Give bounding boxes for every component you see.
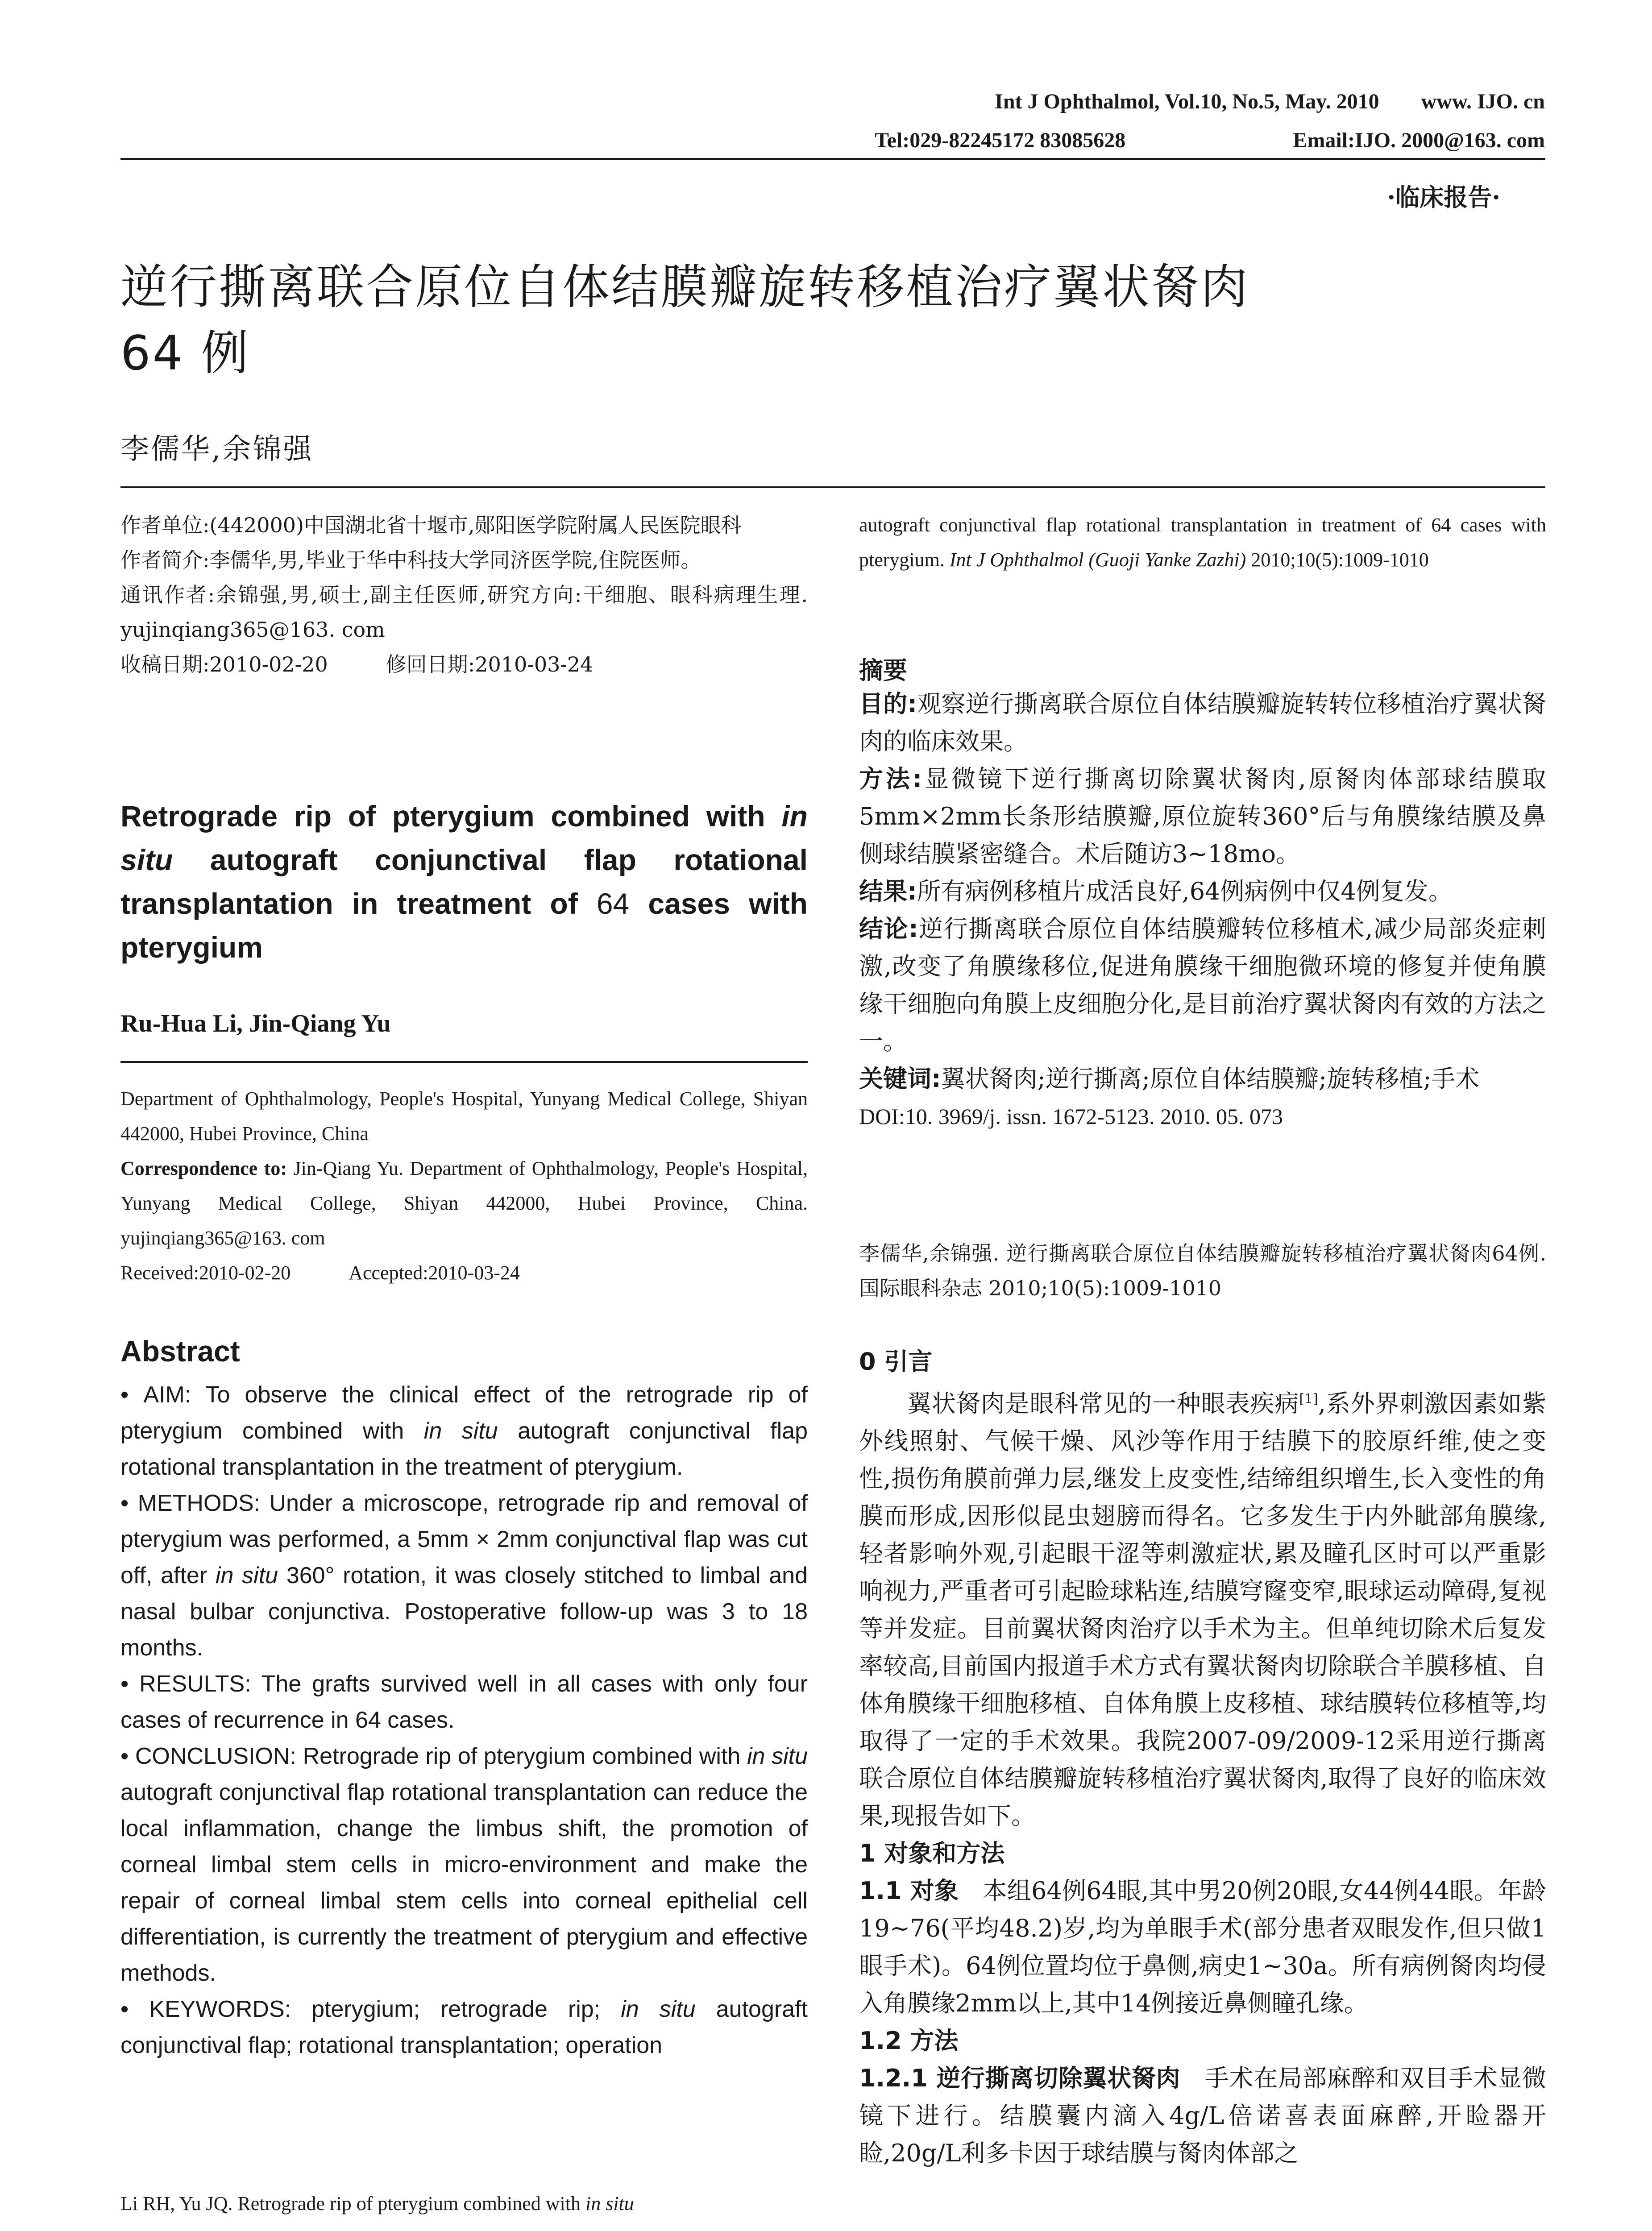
methods-italic: in situ (215, 1563, 278, 1588)
abstract-keywords (120, 1991, 808, 2064)
section-1-2-heading: 1.2 方法 (859, 2027, 959, 2055)
keywords-text-2: autograft conjunctival flap; rotational transplantation; operation (120, 1996, 808, 2058)
intro-ref: [1] (1299, 1391, 1318, 1407)
en-info-block (120, 1082, 808, 1290)
citation-en-right-2: 2010;10(5):1009-1010 (1246, 549, 1429, 571)
citation-en-right-1: autograft conjunctival flap rotational transplantation in treatment of 64 cases with pterygium. (859, 514, 1546, 571)
authors-en-rule (120, 1061, 808, 1063)
conclusion-italic: in situ (747, 1743, 808, 1769)
correspondence-en-label: Correspondence to: (120, 1157, 287, 1179)
citation-cn: 李儒华,余锦强. 逆行撕离联合原位自体结膜瓣旋转移植治疗翼状胬肉64例. 国际眼科杂志 2010;10(5):1009-1010 (859, 1241, 1546, 1300)
results-label: RESULTS: (139, 1671, 251, 1697)
abstract-methods (120, 1485, 808, 1666)
section-1-1 (859, 1872, 1546, 2022)
journal-citation (995, 89, 1545, 114)
title-line-1: 逆行撕离联合原位自体结膜瓣旋转移植治疗翼状胬肉 (120, 260, 1249, 315)
journal-tel: Tel:029-82245172 83085628 (875, 129, 1126, 152)
affiliation-cn: 作者单位:(442000)中国湖北省十堰市,郧阳医学院附属人民医院眼科 (120, 513, 742, 537)
abstract-cn (859, 685, 1546, 1135)
methods-cn-label: 方法: (859, 765, 922, 793)
conclusion-cn-text: 逆行撕离联合原位自体结膜瓣转位移植术,减少局部炎症刺激,改变了角膜缘移位,促进角膜缘干细胞微环境的修复并使角膜缘干细胞向角膜上皮细胞分化,是目前治疗翼状胬肉有效的方法之一。 (859, 915, 1546, 1055)
citation-en-left-italic: in situ (585, 2193, 634, 2214)
journal-email: Email:IJO. 2000@163. com (1293, 129, 1545, 152)
citation-en-start (120, 2186, 808, 2221)
left-info-block (120, 508, 808, 682)
article-title-cn (120, 254, 1548, 386)
results-cn-label: 结果: (859, 877, 917, 905)
title-en-part-1: Retrograde rip of pterygium combined with (120, 800, 782, 833)
journal-email-wrap (1293, 128, 1545, 153)
abstract-aim (120, 1377, 808, 1485)
journal-website: www. IJO. cn (1421, 90, 1545, 113)
intro-heading: 0 引言 (859, 1348, 933, 1376)
conclusion-text-1: Retrograde rip of pterygium combined with (296, 1743, 747, 1769)
received-date-cn: 收稿日期:2010-02-20 (120, 652, 328, 676)
methods-text-2: 360° rotation, it was closely stitched to limbal and nasal bulbar conjunctiva. Postoperative follow-up was 3 to 18 months. (120, 1563, 808, 1661)
methods-text-1: Under a microscope, retrograde rip and removal of pterygium was performed, a 5mm × 2mm conjunctival flap was cut off, after (120, 1490, 808, 1588)
methods-label: METHODS: (137, 1490, 261, 1516)
keywords-cn-label: 关键词: (859, 1065, 941, 1093)
methods-cn-text: 显微镜下逆行撕离切除翼状胬肉,原胬肉体部球结膜取5mm×2mm长条形结膜瓣,原位旋转360°后与角膜缘结膜及鼻侧球结膜紧密缝合。术后随访3~18mo。 (859, 765, 1546, 868)
received-en: Received:2010-02-20 (120, 1262, 291, 1284)
author-bio-cn: 作者简介:李儒华,男,毕业于华中科技大学同济医学院,住院医师。 (120, 548, 701, 572)
citation-en-continued (859, 508, 1546, 577)
results-cn-text: 所有病例移植片成活良好,64例病例中仅4例复发。 (917, 877, 1453, 905)
title-en-part-3: cases with pterygium (120, 887, 808, 964)
correspondence-cn: 通讯作者:余锦强,男,硕士,副主任医师,研究方向:干细胞、眼科病理生理. yujinqiang365@163. com (120, 583, 808, 642)
correspondence-en (120, 1151, 808, 1256)
citation-en-left: Li RH, Yu JQ. Retrograde rip of pterygium combined with (120, 2193, 585, 2214)
intro-text-1: 翼状胬肉是眼科常见的一种眼表疾病 (907, 1389, 1299, 1418)
journal-info: Int J Ophthalmol, Vol.10, No.5, May. 2010 (995, 90, 1379, 113)
authors-cn: 李儒华,余锦强 (120, 433, 314, 466)
revised-date-cn: 修回日期:2010-03-24 (386, 652, 594, 676)
doi: DOI:10. 3969/j. issn. 1672-5123. 2010. 05. 073 (859, 1104, 1283, 1129)
aim-text-2: autograft conjunctival flap rotational transplantation in the treatment of pterygium. (120, 1418, 808, 1480)
dates-cn (120, 647, 808, 682)
keywords-text-1: pterygium; retrograde rip; (291, 1996, 621, 2022)
keywords-italic: in situ (621, 1996, 696, 2022)
abstract-cn-methods (859, 760, 1546, 873)
title-line-2: 64 例 (120, 326, 250, 381)
s121-text: 手术在局部麻醉和双目手术显微镜下进行。结膜囊内滴入4g/L倍诺喜表面麻醉,开睑器开睑,20g/L利多卡因于球结膜与胬肉体部之 (859, 2064, 1547, 2167)
abstract-conclusion (120, 1738, 808, 1991)
conclusion-text-2: autograft conjunctival flap rotational transplantation can reduce the local inflammation, change the limbus shift, the promotion of corneal limbal stem cells in micro-environment and make the repair of corneal limbal stem cells into corneal epithelial cell differentiation, is currently the treatment of pterygium and effective methods. (120, 1779, 808, 1986)
section-1-2-1 (859, 2060, 1546, 2172)
abstract-en (120, 1377, 808, 2064)
abstract-cn-keywords (859, 1060, 1546, 1098)
s11-label: 1.1 对象 (859, 1877, 959, 1905)
section-tag: ·临床报告· (1387, 183, 1500, 211)
conclusion-label: CONCLUSION: (135, 1743, 296, 1769)
article-title-en (120, 794, 808, 969)
title-en-number: 64 (596, 887, 630, 920)
keywords-cn-text: 翼状胬肉;逆行撕离;原位自体结膜瓣;旋转移植;手术 (941, 1065, 1480, 1093)
abstract-cn-conclusion (859, 910, 1546, 1060)
abstract-cn-aim (859, 685, 1546, 760)
conclusion-cn-label: 结论: (859, 915, 918, 943)
intro-paragraph (859, 1381, 1546, 1835)
intro-text-2: ,系外界刺激因素如紫外线照射、气候干燥、风沙等作用于结膜下的胶原纤维,使之变性,损伤角膜前弹力层,继发上皮变性,结缔组织增生,长入变性的角膜而形成,因形似昆虫翅膀而得名。它多发生于内外眦部角膜缘,轻者影响外观,引起眼干涩等刺激症状,累及瞳孔区时可以严重影响视力,严重者可引起睑球粘连,结膜穹窿变窄,眼球运动障碍,复视等并发症。目前翼状胬肉治疗以手术为主。但单纯切除术后复发率较高,目前国内报道手术方式有翼状胬肉切除联合羊膜移植、自体角膜缘干细胞移植、自体角膜上皮移植、球结膜转位移植等,均取得了一定的手术效果。我院2007-09/2009-12采用逆行撕离联合原位自体结膜瓣旋转移植治疗翼状胬肉,取得了良好的临床效果,现报告如下。 (859, 1389, 1546, 1830)
title-en-italic: in situ (120, 800, 808, 876)
aim-italic: in situ (423, 1418, 498, 1444)
s121-label: 1.2.1 逆行撕离切除翼状胬肉 (859, 2064, 1181, 2092)
keywords-label: KEYWORDS: (149, 1996, 291, 2022)
aim-label: AIM: (143, 1382, 191, 1408)
correspondence-en-text: Jin-Qiang Yu. Department of Ophthalmology, People's Hospital, Yunyang Medical College, Shiyan 442000, Hubei Province, China. yujinqiang365@163. com (120, 1157, 808, 1249)
abstract-cn-results (859, 873, 1546, 910)
header-rule (120, 158, 1545, 160)
citation-en-journal: Int J Ophthalmol (Guoji Yanke Zazhi) (949, 549, 1246, 571)
abstract-cn-heading: 摘要 (859, 656, 907, 684)
aim-cn-label: 目的: (859, 690, 917, 718)
journal-contact (875, 128, 1125, 153)
s11-text: 本组64例64眼,其中男20例20眼,女44例44眼。年龄19~76(平均48.2)岁,均为单眼手术(部分患者双眼发作,但只做1眼手术)。64例位置均位于鼻侧,病史1~30a。所有病例胬肉均侵入角膜缘2mm以上,其中14例接近鼻侧瞳孔缘。 (859, 1877, 1546, 2017)
dates-en (120, 1256, 808, 1290)
title-rule (120, 486, 1545, 488)
abstract-results (120, 1666, 808, 1738)
results-text: The grafts survived well in all cases with only four cases of recurrence in 64 cases. (120, 1671, 808, 1733)
accepted-en: Accepted:2010-03-24 (349, 1262, 520, 1284)
main-text (859, 1343, 1546, 2172)
authors-en: Ru-Hua Li, Jin-Qiang Yu (120, 1010, 391, 1037)
affiliation-en: Department of Ophthalmology, People's Hospital, Yunyang Medical College, Shiyan 442000, Hubei Province, China (120, 1088, 808, 1145)
aim-cn-text: 观察逆行撕离联合原位自体结膜瓣旋转转位移植治疗翼状胬肉的临床效果。 (859, 690, 1546, 755)
aim-text-1: To observe the clinical effect of the retrograde rip of pterygium combined with (120, 1382, 808, 1444)
section1-heading: 1 对象和方法 (859, 1839, 1005, 1867)
title-en-part-2: autograft conjunctival flap rotational transplantation in treatment of (120, 843, 808, 920)
abstract-heading: Abstract (120, 1335, 240, 1368)
